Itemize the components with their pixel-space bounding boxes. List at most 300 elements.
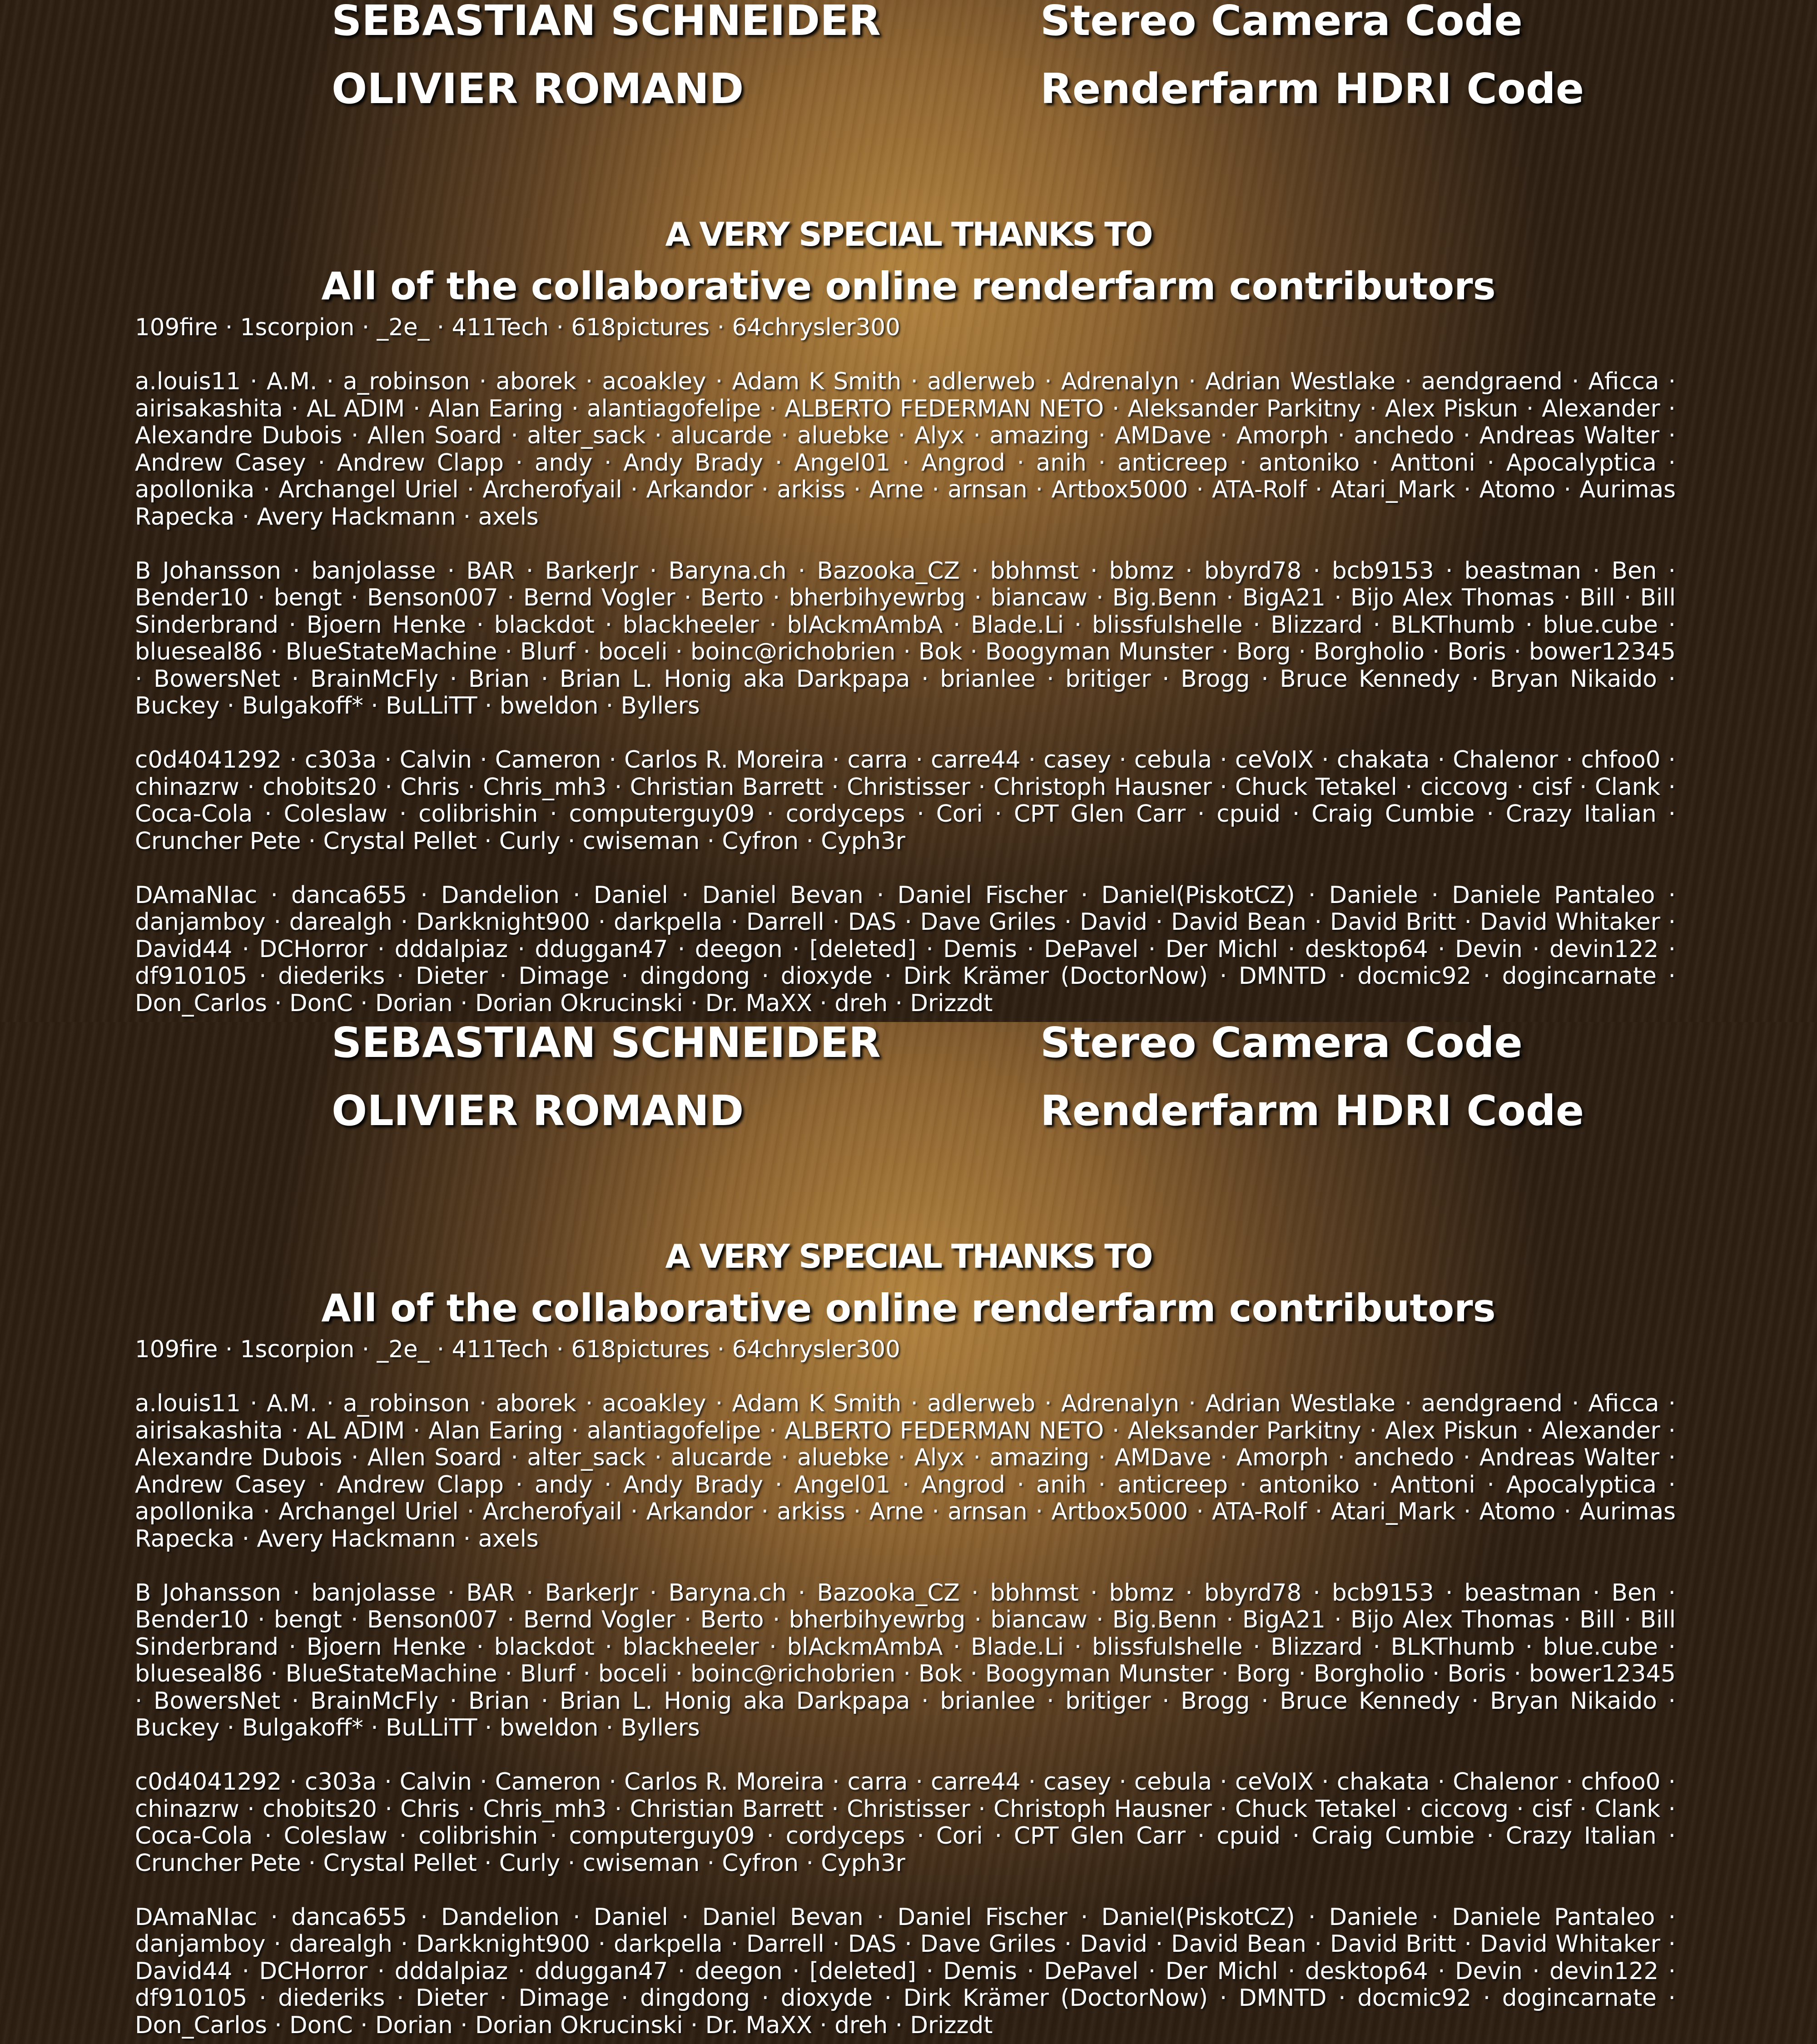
contributor-name: Andy Brady <box>623 1471 764 1498</box>
contributor-name: DonC <box>289 989 353 1017</box>
contributor-name: Christian Barrett <box>630 773 824 801</box>
contributor-name: Cori <box>936 800 983 828</box>
contributor-name: David Britt <box>1330 1930 1456 1958</box>
contributor-name: Buckey <box>135 692 220 719</box>
contributor-name: Curly <box>499 827 561 855</box>
contributor-name: c303a <box>304 746 377 774</box>
contributor-name: Cyph3r <box>821 1849 905 1877</box>
credit-role-2: Renderfarm HDRI Code <box>1040 64 1584 113</box>
contributor-name: Daniele <box>1329 1903 1418 1931</box>
contributor-name: Bill <box>1579 1606 1615 1633</box>
contributor-name: bower12345 <box>1529 638 1676 665</box>
contributor-name: DAS <box>848 908 897 936</box>
contributor-name: Blade.Li <box>971 611 1064 639</box>
contributor-name: desktop64 <box>1305 1957 1428 1985</box>
contributor-name: _2e_ <box>377 1336 430 1363</box>
contributor-name: dduggan47 <box>535 935 668 963</box>
contributor-name: Darrell <box>746 1930 824 1958</box>
contributor-name: Aleksander Parkitny <box>1127 395 1361 422</box>
contributor-name: Cameron <box>495 746 601 774</box>
contributor-name: ceVoIX <box>1235 1768 1314 1796</box>
contributor-name: DePavel <box>1044 1957 1139 1985</box>
contributor-name: blackdot <box>494 611 595 639</box>
contributor-name: boceli <box>598 1660 668 1687</box>
contributor-name: Calvin <box>399 1768 472 1796</box>
contributor-name: boceli <box>598 638 668 665</box>
contributor-name: blackheeler <box>622 1633 759 1661</box>
contributor-name: Bryan Nikaido <box>1490 665 1657 693</box>
contributor-name: ciccovg <box>1420 1795 1509 1823</box>
contributor-name: aluebke <box>797 422 889 449</box>
contributor-name: BAR <box>466 1579 515 1607</box>
contributor-name: beastman <box>1464 1579 1581 1607</box>
contributor-name: arkiss <box>777 476 845 503</box>
contributor-name: computerguy09 <box>569 800 755 828</box>
contributor-name: Blizzard <box>1271 611 1363 639</box>
contributor-name: ciccovg <box>1420 773 1509 801</box>
contributor-name: Dandelion <box>441 1903 560 1931</box>
contributor-name: ALBERTO FEDERMAN NETO <box>784 395 1104 422</box>
contributor-name: CPT Glen Carr <box>1014 1822 1186 1850</box>
contributor-name: 1scorpion <box>240 1336 355 1363</box>
contributor-name: Dorian Okrucinski <box>475 2011 683 2039</box>
contributor-name: desktop64 <box>1305 935 1428 963</box>
contributor-name: Craig Cumbie <box>1311 1822 1475 1850</box>
contributor-name: Alexandre Dubois <box>135 1444 343 1471</box>
contributor-name: blueseal86 <box>135 1660 263 1687</box>
contributor-name: carra <box>847 746 908 774</box>
contributor-name: cordyceps <box>785 1822 905 1850</box>
contributor-name: aluebke <box>797 1444 889 1471</box>
contributor-name: Dr. MaXX <box>705 2011 813 2039</box>
contributor-name: DMNTD <box>1238 1984 1327 2012</box>
contributor-name: Alexandre Dubois <box>135 422 343 449</box>
contributor-name: dingdong <box>640 962 750 990</box>
contributor-name: Daniel(PiskotCZ) <box>1101 881 1295 909</box>
contributor-name: alter_sack <box>527 422 646 449</box>
contributor-name: darkpella <box>613 1930 723 1958</box>
contributor-name: AL ADIM <box>306 1417 405 1444</box>
credit-name-2: OLIVIER ROMAND <box>332 64 744 113</box>
contributor-name: Big.Benn <box>1112 584 1217 611</box>
contributor-name: Carlos R. Moreira <box>624 746 824 774</box>
contributor-name: Adrian Westlake <box>1205 1390 1395 1417</box>
contributor-name: casey <box>1043 1768 1112 1796</box>
contributor-name: Artbox5000 <box>1051 476 1188 503</box>
contributor-name: apollonika <box>135 476 255 503</box>
contributor-name: Benson007 <box>367 1606 498 1633</box>
contributor-name: Borgholio <box>1313 638 1425 665</box>
contributor-name: AMDave <box>1114 422 1211 449</box>
contributor-name: Adrenalyn <box>1061 368 1180 395</box>
contributor-name: andy <box>534 1471 593 1498</box>
contributor-list <box>135 1336 1676 2044</box>
contributor-name: bcb9153 <box>1332 1579 1434 1607</box>
contributor-name: Bender10 <box>135 584 249 611</box>
contributor-name: Benson007 <box>367 584 498 611</box>
contributor-name: BlueStateMachine <box>285 1660 497 1687</box>
contributor-name: bweldon <box>499 692 599 719</box>
contributor-name: Dimage <box>518 1984 610 2012</box>
contributor-name: blackheeler <box>622 611 759 639</box>
contributor-name: 64chrysler300 <box>732 314 900 341</box>
contributor-name: Borgholio <box>1313 1660 1425 1687</box>
contributor-name: dddalpiaz <box>394 1957 508 1985</box>
contributor-name: Demis <box>943 1957 1017 1985</box>
contributor-name: darealgh <box>289 1930 392 1958</box>
contributor-name: Andrew Clapp <box>337 1471 504 1498</box>
contributor-name: Angrod <box>921 449 1005 476</box>
contributor-name: amazing <box>989 1444 1090 1471</box>
contributor-group: B Johansson · banjolasse · BAR · BarkerJr · Baryna.ch · Bazooka_CZ · bbhmst · bbmz · bbyrd78 · bcb9153 · beastman · Ben · Bender10 · bengt · Benson007 · Bernd Vogler · Berto · bherbihyewrbg · biancaw · Big.Benn · BigA21 · Bijo Alex Thomas · Bill · Bill Sinderbrand · Bjoern Henke · blackdot · blackheeler · blAckmAmbA · Blade.Li · blissfulshelle · Blizzard · BLKThumb · blue.cube · blueseal86 · BlueStateMachine · Blurf · boceli · boinc@richobrien · Bok · Boogyman Munster · Borg · Borgholio · Boris · bower12345 · BowersNet · BrainMcFly · Brian · Brian L. Honig aka Darkpapa · brianlee · britiger · Brogg · Bruce Kennedy · Bryan Nikaido · Buckey · Bulgakoff* · BuLLiTT · bweldon · Byllers <box>135 557 1676 719</box>
contributor-name: Dave Griles <box>920 908 1057 936</box>
contributor-name: Arne <box>869 476 924 503</box>
contributor-name: Apocalyptica <box>1506 449 1657 476</box>
contributor-name: bower12345 <box>1529 1660 1676 1687</box>
contributor-name: Chris_mh3 <box>483 1795 607 1823</box>
contributor-name: cebula <box>1134 746 1212 774</box>
contributor-name: Dorian Okrucinski <box>475 989 683 1017</box>
contributor-name: Alyx <box>914 1444 965 1471</box>
contributor-name: acoakley <box>602 1390 706 1417</box>
contributor-name: arnsan <box>948 476 1028 503</box>
contributor-name: Borg <box>1236 1660 1291 1687</box>
contributor-name: Dorian <box>375 989 453 1017</box>
contributor-name: Devin <box>1455 935 1523 963</box>
contributor-name: darealgh <box>289 908 392 936</box>
contributor-name: cisf <box>1532 1795 1572 1823</box>
contributor-name: Alex Piskun <box>1385 395 1519 422</box>
contributor-name: Andy Brady <box>623 449 764 476</box>
contributor-name: Dr. MaXX <box>705 989 813 1017</box>
contributor-group: B Johansson · banjolasse · BAR · BarkerJr · Baryna.ch · Bazooka_CZ · bbhmst · bbmz · bbyrd78 · bcb9153 · beastman · Ben · Bender10 · bengt · Benson007 · Bernd Vogler · Berto · bherbihyewrbg · biancaw · Big.Benn · BigA21 · Bijo Alex Thomas · Bill · Bill Sinderbrand · Bjoern Henke · blackdot · blackheeler · blAckmAmbA · Blade.Li · blissfulshelle · Blizzard · BLKThumb · blue.cube · blueseal86 · BlueStateMachine · Blurf · boceli · boinc@richobrien · Bok · Boogyman Munster · Borg · Borgholio · Boris · bower12345 · BowersNet · BrainMcFly · Brian · Brian L. Honig aka Darkpapa · brianlee · britiger · Brogg · Bruce Kennedy · Bryan Nikaido · Buckey · Bulgakoff* · BuLLiTT · bweldon · Byllers <box>135 1579 1676 1741</box>
contributor-group: 109fire · 1scorpion · _2e_ · 411Tech · 618pictures · 64chrysler300 <box>135 314 900 341</box>
contributor-name: alantiagofelipe <box>586 1417 761 1444</box>
contributor-name: bherbihyewrbg <box>789 1606 966 1633</box>
contributor-name: Byllers <box>621 692 700 719</box>
contributor-name: A.M. <box>266 1390 318 1417</box>
contributor-name: Christoph Hausner <box>993 1795 1212 1823</box>
credit-role-1: Stereo Camera Code <box>1040 0 1523 45</box>
contributor-name: Berto <box>700 584 764 611</box>
contributor-name: brianlee <box>940 665 1036 693</box>
contributor-name: bweldon <box>499 1714 599 1741</box>
contributor-name: B Johansson <box>135 1579 281 1607</box>
contributor-name: Daniel <box>593 1903 668 1931</box>
contributor-name: Curly <box>499 1849 561 1877</box>
contributor-name: Boogyman Munster <box>985 1660 1214 1687</box>
contributor-name: Craig Cumbie <box>1311 800 1475 828</box>
contributor-name: Devin <box>1455 1957 1523 1985</box>
contributor-name: danca655 <box>291 881 407 909</box>
contributor-name: Alexander <box>1542 1417 1660 1444</box>
contributor-name: bbhmst <box>990 1579 1079 1607</box>
contributor-name: David Bean <box>1171 1930 1306 1958</box>
contributor-name: biancaw <box>990 584 1087 611</box>
contributor-name: anih <box>1036 1471 1087 1498</box>
contributor-name: Christoph Hausner <box>993 773 1212 801</box>
contributor-name: Carlos R. Moreira <box>624 1768 824 1796</box>
contributor-name: c303a <box>304 1768 377 1796</box>
contributor-name: Alan Earing <box>428 395 563 422</box>
contributor-name: BuLLiTT <box>385 692 477 719</box>
contributor-name: Brogg <box>1181 665 1250 693</box>
contributor-name: Bruce Kennedy <box>1280 665 1460 693</box>
contributor-name: a.louis11 <box>135 1390 241 1417</box>
contributor-name: aborek <box>496 1390 576 1417</box>
contributor-name: Buckey <box>135 1714 220 1741</box>
contributor-name: chinazrw <box>135 773 239 801</box>
credit-name-1: SEBASTIAN SCHNEIDER <box>332 0 881 45</box>
contributor-name: cordyceps <box>785 800 905 828</box>
contributor-name: AL ADIM <box>306 395 405 422</box>
contributor-name: Daniel Fischer <box>897 1903 1067 1931</box>
contributor-name: bherbihyewrbg <box>789 584 966 611</box>
contributor-name: arnsan <box>948 1498 1028 1525</box>
contributor-name: carre44 <box>931 1768 1021 1796</box>
contributor-name: 411Tech <box>452 1336 549 1363</box>
contributor-name: cpuid <box>1216 800 1281 828</box>
contributor-name: Cyph3r <box>821 827 905 855</box>
contributor-name: Archerofyail <box>482 1498 622 1525</box>
contributor-name: Artbox5000 <box>1051 1498 1188 1525</box>
contributor-name: Darkknight900 <box>416 1930 590 1958</box>
contributor-name: Ben <box>1611 1579 1657 1607</box>
contributor-name: apollonika <box>135 1498 255 1525</box>
contributor-name: cisf <box>1532 773 1572 801</box>
contributor-name: AMDave <box>1114 1444 1211 1471</box>
contributor-name: Brian L. Honig aka Darkpapa <box>559 1687 910 1715</box>
contributor-name: Aleksander Parkitny <box>1127 1417 1361 1444</box>
contributor-name: Bender10 <box>135 1606 249 1633</box>
credit-name-2: OLIVIER ROMAND <box>332 1086 744 1135</box>
contributor-name: axels <box>478 503 539 531</box>
contributor-name: cpuid <box>1216 1822 1281 1850</box>
contributor-name: dioxyde <box>780 1984 873 2012</box>
contributor-name: Aurimas Rapecka <box>135 476 1676 531</box>
contributor-name: Drizzdt <box>910 989 993 1017</box>
contributor-name: BarkerJr <box>545 557 638 585</box>
contributor-name: Daniele <box>1329 881 1418 909</box>
contributor-name: Atomo <box>1479 476 1556 503</box>
contributor-name: beastman <box>1464 557 1581 585</box>
contributor-name: bbyrd78 <box>1204 557 1302 585</box>
contributor-name: Blade.Li <box>971 1633 1064 1661</box>
contributor-name: Angel01 <box>794 449 891 476</box>
contributor-name: Alex Piskun <box>1385 1417 1519 1444</box>
credit-role-1: Stereo Camera Code <box>1040 1022 1523 1067</box>
contributor-name: andy <box>534 449 593 476</box>
contributor-name: cwiseman <box>582 827 700 855</box>
contributor-name: Cyfron <box>722 827 799 855</box>
contributor-name: Crystal Pellet <box>323 1849 477 1877</box>
contributor-name: Dieter <box>416 1984 488 2012</box>
contributor-group: c0d4041292 · c303a · Calvin · Cameron · Carlos R. Moreira · carra · carre44 · casey · cebula · ceVoIX · chakata · Chalenor · chfoo0 · chinazrw · chobits20 · Chris · Chris_mh3 · Christian Barrett · Christisser · Christoph Hausner · Chuck Tetakel · ciccovg · cisf · Clank · Coca-Cola · Coleslaw · colibrishin · computerguy09 · cordyceps · Cori · CPT Glen Carr · cpuid · Craig Cumbie · Crazy Italian · Cruncher Pete · Crystal Pellet · Curly · cwiseman · Cyfron · Cyph3r <box>135 1768 1676 1877</box>
contributor-group: DAmaNIac · danca655 · Dandelion · Daniel · Daniel Bevan · Daniel Fischer · Daniel(PiskotCZ) · Daniele · Daniele Pantaleo · danjamboy · darealgh · Darkknight900 · darkpella · Darrell · DAS · Dave Griles · David · David Bean · David Britt · David Whitaker · David44 · DCHorror · dddalpiaz · dduggan47 · deegon · [deleted] · Demis · DePavel · Der Michl · desktop64 · Devin · devin122 · df910105 · diederiks · Dieter · Dimage · dingdong · dioxyde · Dirk Krämer (DoctorNow) · DMNTD · docmic92 · dogincarnate · Don_Carlos · DonC · Dorian · Dorian Okrucinski · Dr. MaXX · dreh · Drizzdt <box>135 1903 1676 2039</box>
contributor-name: BuLLiTT <box>385 1714 477 1741</box>
contributor-name: danjamboy <box>135 1930 266 1958</box>
contributor-name: alucarde <box>670 422 772 449</box>
contributor-name: deegon <box>695 935 783 963</box>
contributor-name: bcb9153 <box>1332 557 1434 585</box>
contributor-name: dingdong <box>640 1984 750 2012</box>
contributor-name: Boris <box>1447 1660 1506 1687</box>
contributor-name: Daniel(PiskotCZ) <box>1101 1903 1295 1931</box>
contributors-subheading: All of the collaborative online renderfarm contributors <box>321 264 1496 308</box>
contributor-name: Baryna.ch <box>668 557 787 585</box>
contributor-name: David <box>1080 1930 1147 1958</box>
contributor-name: britiger <box>1065 1687 1151 1715</box>
contributor-name: 1scorpion <box>240 314 355 341</box>
contributor-name: Chuck Tetakel <box>1235 1795 1397 1823</box>
contributor-name: Alyx <box>914 422 965 449</box>
contributor-name: Dieter <box>416 962 488 990</box>
contributor-name: DCHorror <box>259 1957 368 1985</box>
contributor-name: anih <box>1036 449 1087 476</box>
contributor-name: diederiks <box>278 962 385 990</box>
contributor-name: blueseal86 <box>135 638 263 665</box>
contributor-name: docmic92 <box>1357 962 1472 990</box>
credits-frame-bottom <box>0 1022 1817 2044</box>
contributor-name: Boogyman Munster <box>985 638 1214 665</box>
contributor-name: Don_Carlos <box>135 989 267 1017</box>
contributor-name: alter_sack <box>527 1444 646 1471</box>
contributor-name: deegon <box>695 1957 783 1985</box>
contributor-name: ceVoIX <box>1235 746 1314 774</box>
contributor-name: bbhmst <box>990 557 1079 585</box>
contributor-name: David Britt <box>1330 908 1456 936</box>
contributor-name: Bill <box>1579 584 1615 611</box>
contributor-name: BarkerJr <box>545 1579 638 1607</box>
contributor-name: Archangel Uriel <box>278 1498 459 1525</box>
contributor-name: britiger <box>1065 665 1151 693</box>
contributor-name: c0d4041292 <box>135 746 282 774</box>
contributor-name: DAS <box>848 1930 897 1958</box>
contributor-name: dogincarnate <box>1502 1984 1657 2012</box>
contributor-name: arkiss <box>777 1498 845 1525</box>
contributor-name: Bulgakoff* <box>242 1714 363 1741</box>
contributor-name: Bernd Vogler <box>523 1606 675 1633</box>
contributor-name: DAmaNIac <box>135 1903 258 1931</box>
contributor-name: 411Tech <box>452 314 549 341</box>
contributor-name: Bjoern Henke <box>306 611 466 639</box>
contributor-group: DAmaNIac · danca655 · Dandelion · Daniel · Daniel Bevan · Daniel Fischer · Daniel(PiskotCZ) · Daniele · Daniele Pantaleo · danjamboy · darealgh · Darkknight900 · darkpella · Darrell · DAS · Dave Griles · David · David Bean · David Britt · David Whitaker · David44 · DCHorror · dddalpiaz · dduggan47 · deegon · [deleted] · Demis · DePavel · Der Michl · desktop64 · Devin · devin122 · df910105 · diederiks · Dieter · Dimage · dingdong · dioxyde · Dirk Krämer (DoctorNow) · DMNTD · docmic92 · dogincarnate · Don_Carlos · DonC · Dorian · Dorian Okrucinski · Dr. MaXX · dreh · Drizzdt <box>135 881 1676 1017</box>
contributor-name: Arkandor <box>646 476 753 503</box>
contributor-name: Dorian <box>375 2011 453 2039</box>
contributor-name: Daniel Fischer <box>897 881 1067 909</box>
contributor-name: Cyfron <box>722 1849 799 1877</box>
contributor-name: Archangel Uriel <box>278 476 459 503</box>
contributor-name: a_robinson <box>343 1390 470 1417</box>
contributor-name: adlerweb <box>927 1390 1036 1417</box>
contributor-name: Aficca <box>1588 368 1659 395</box>
contributor-name: Dirk Krämer (DoctorNow) <box>903 962 1208 990</box>
contributor-name: Atari_Mark <box>1330 1498 1455 1525</box>
contributor-name: DAmaNIac <box>135 881 258 909</box>
contributor-name: carra <box>847 1768 908 1796</box>
contributor-name: David44 <box>135 935 233 963</box>
contributor-name: Arne <box>869 1498 924 1525</box>
contributor-name: BigA21 <box>1242 1606 1326 1633</box>
contributor-name: 618pictures <box>571 314 710 341</box>
contributor-name: c0d4041292 <box>135 1768 282 1796</box>
contributor-name: _2e_ <box>377 314 430 341</box>
contributor-name: ATA-Rolf <box>1211 1498 1307 1525</box>
contributor-name: Cruncher Pete <box>135 827 301 855</box>
contributor-name: Coleslaw <box>283 800 387 828</box>
contributor-name: aendgraend <box>1421 1390 1563 1417</box>
contributor-name: Aurimas Rapecka <box>135 1498 1676 1553</box>
contributor-name: Atari_Mark <box>1330 476 1455 503</box>
contributor-name: chakata <box>1336 1768 1430 1796</box>
contributor-name: Chris_mh3 <box>483 773 607 801</box>
contributor-name: 618pictures <box>571 1336 710 1363</box>
contributor-name: bengt <box>273 1606 342 1633</box>
contributor-name: bbyrd78 <box>1204 1579 1302 1607</box>
contributor-name: CPT Glen Carr <box>1014 800 1186 828</box>
contributor-name: Bijo Alex Thomas <box>1350 584 1555 611</box>
contributor-name: Bazooka_CZ <box>817 1579 960 1607</box>
contributor-name: computerguy09 <box>569 1822 755 1850</box>
contributor-name: danca655 <box>291 1903 407 1931</box>
contributor-name: a_robinson <box>343 368 470 395</box>
contributor-name: DCHorror <box>259 935 368 963</box>
contributor-name: anticreep <box>1117 1471 1228 1498</box>
contributor-name: BowersNet <box>154 665 281 693</box>
contributor-name: amazing <box>989 422 1090 449</box>
contributor-name: 109fire <box>135 314 218 341</box>
contributor-name: Amorph <box>1236 1444 1329 1471</box>
contributor-name: devin122 <box>1549 1957 1659 1985</box>
special-thanks-heading: A VERY SPECIAL THANKS TO <box>665 215 1152 253</box>
contributor-name: bbmz <box>1109 1579 1174 1607</box>
contributor-name: Crazy Italian <box>1505 800 1657 828</box>
contributor-name: Adrian Westlake <box>1205 368 1395 395</box>
contributor-name: ATA-Rolf <box>1211 476 1307 503</box>
contributor-name: dioxyde <box>780 962 873 990</box>
contributor-name: ALBERTO FEDERMAN NETO <box>784 1417 1104 1444</box>
contributor-name: Coleslaw <box>283 1822 387 1850</box>
contributor-name: 109fire <box>135 1336 218 1363</box>
contributor-name: BowersNet <box>154 1687 281 1715</box>
contributor-name: David Bean <box>1171 908 1306 936</box>
contributor-list <box>135 314 1676 1022</box>
contributor-name: bengt <box>273 584 342 611</box>
special-thanks-heading: A VERY SPECIAL THANKS TO <box>665 1237 1152 1275</box>
contributor-name: BAR <box>466 557 515 585</box>
contributor-name: Blurf <box>520 1660 576 1687</box>
contributor-name: Ben <box>1611 557 1657 585</box>
contributor-name: Dave Griles <box>920 1930 1057 1958</box>
contributor-name: dreh <box>834 989 888 1017</box>
credit-role-2: Renderfarm HDRI Code <box>1040 1086 1584 1135</box>
contributor-name: [deleted] <box>809 935 917 963</box>
contributor-name: chfoo0 <box>1581 746 1661 774</box>
contributor-name: BLKThumb <box>1390 1633 1515 1661</box>
contributor-name: Avery Hackmann <box>257 1525 456 1553</box>
contributor-name: danjamboy <box>135 908 266 936</box>
contributor-name: banjolasse <box>311 557 436 585</box>
contributor-name: airisakashita <box>135 395 283 422</box>
contributor-name: dreh <box>834 2011 888 2039</box>
contributor-name: Cameron <box>495 1768 601 1796</box>
contributor-name: brianlee <box>940 1687 1036 1715</box>
contributor-name: darkpella <box>613 908 723 936</box>
contributor-name: Brian L. Honig aka Darkpapa <box>559 665 910 693</box>
contributor-name: df910105 <box>135 962 248 990</box>
contributor-name: Chris <box>400 1795 460 1823</box>
contributor-name: Big.Benn <box>1112 1606 1217 1633</box>
